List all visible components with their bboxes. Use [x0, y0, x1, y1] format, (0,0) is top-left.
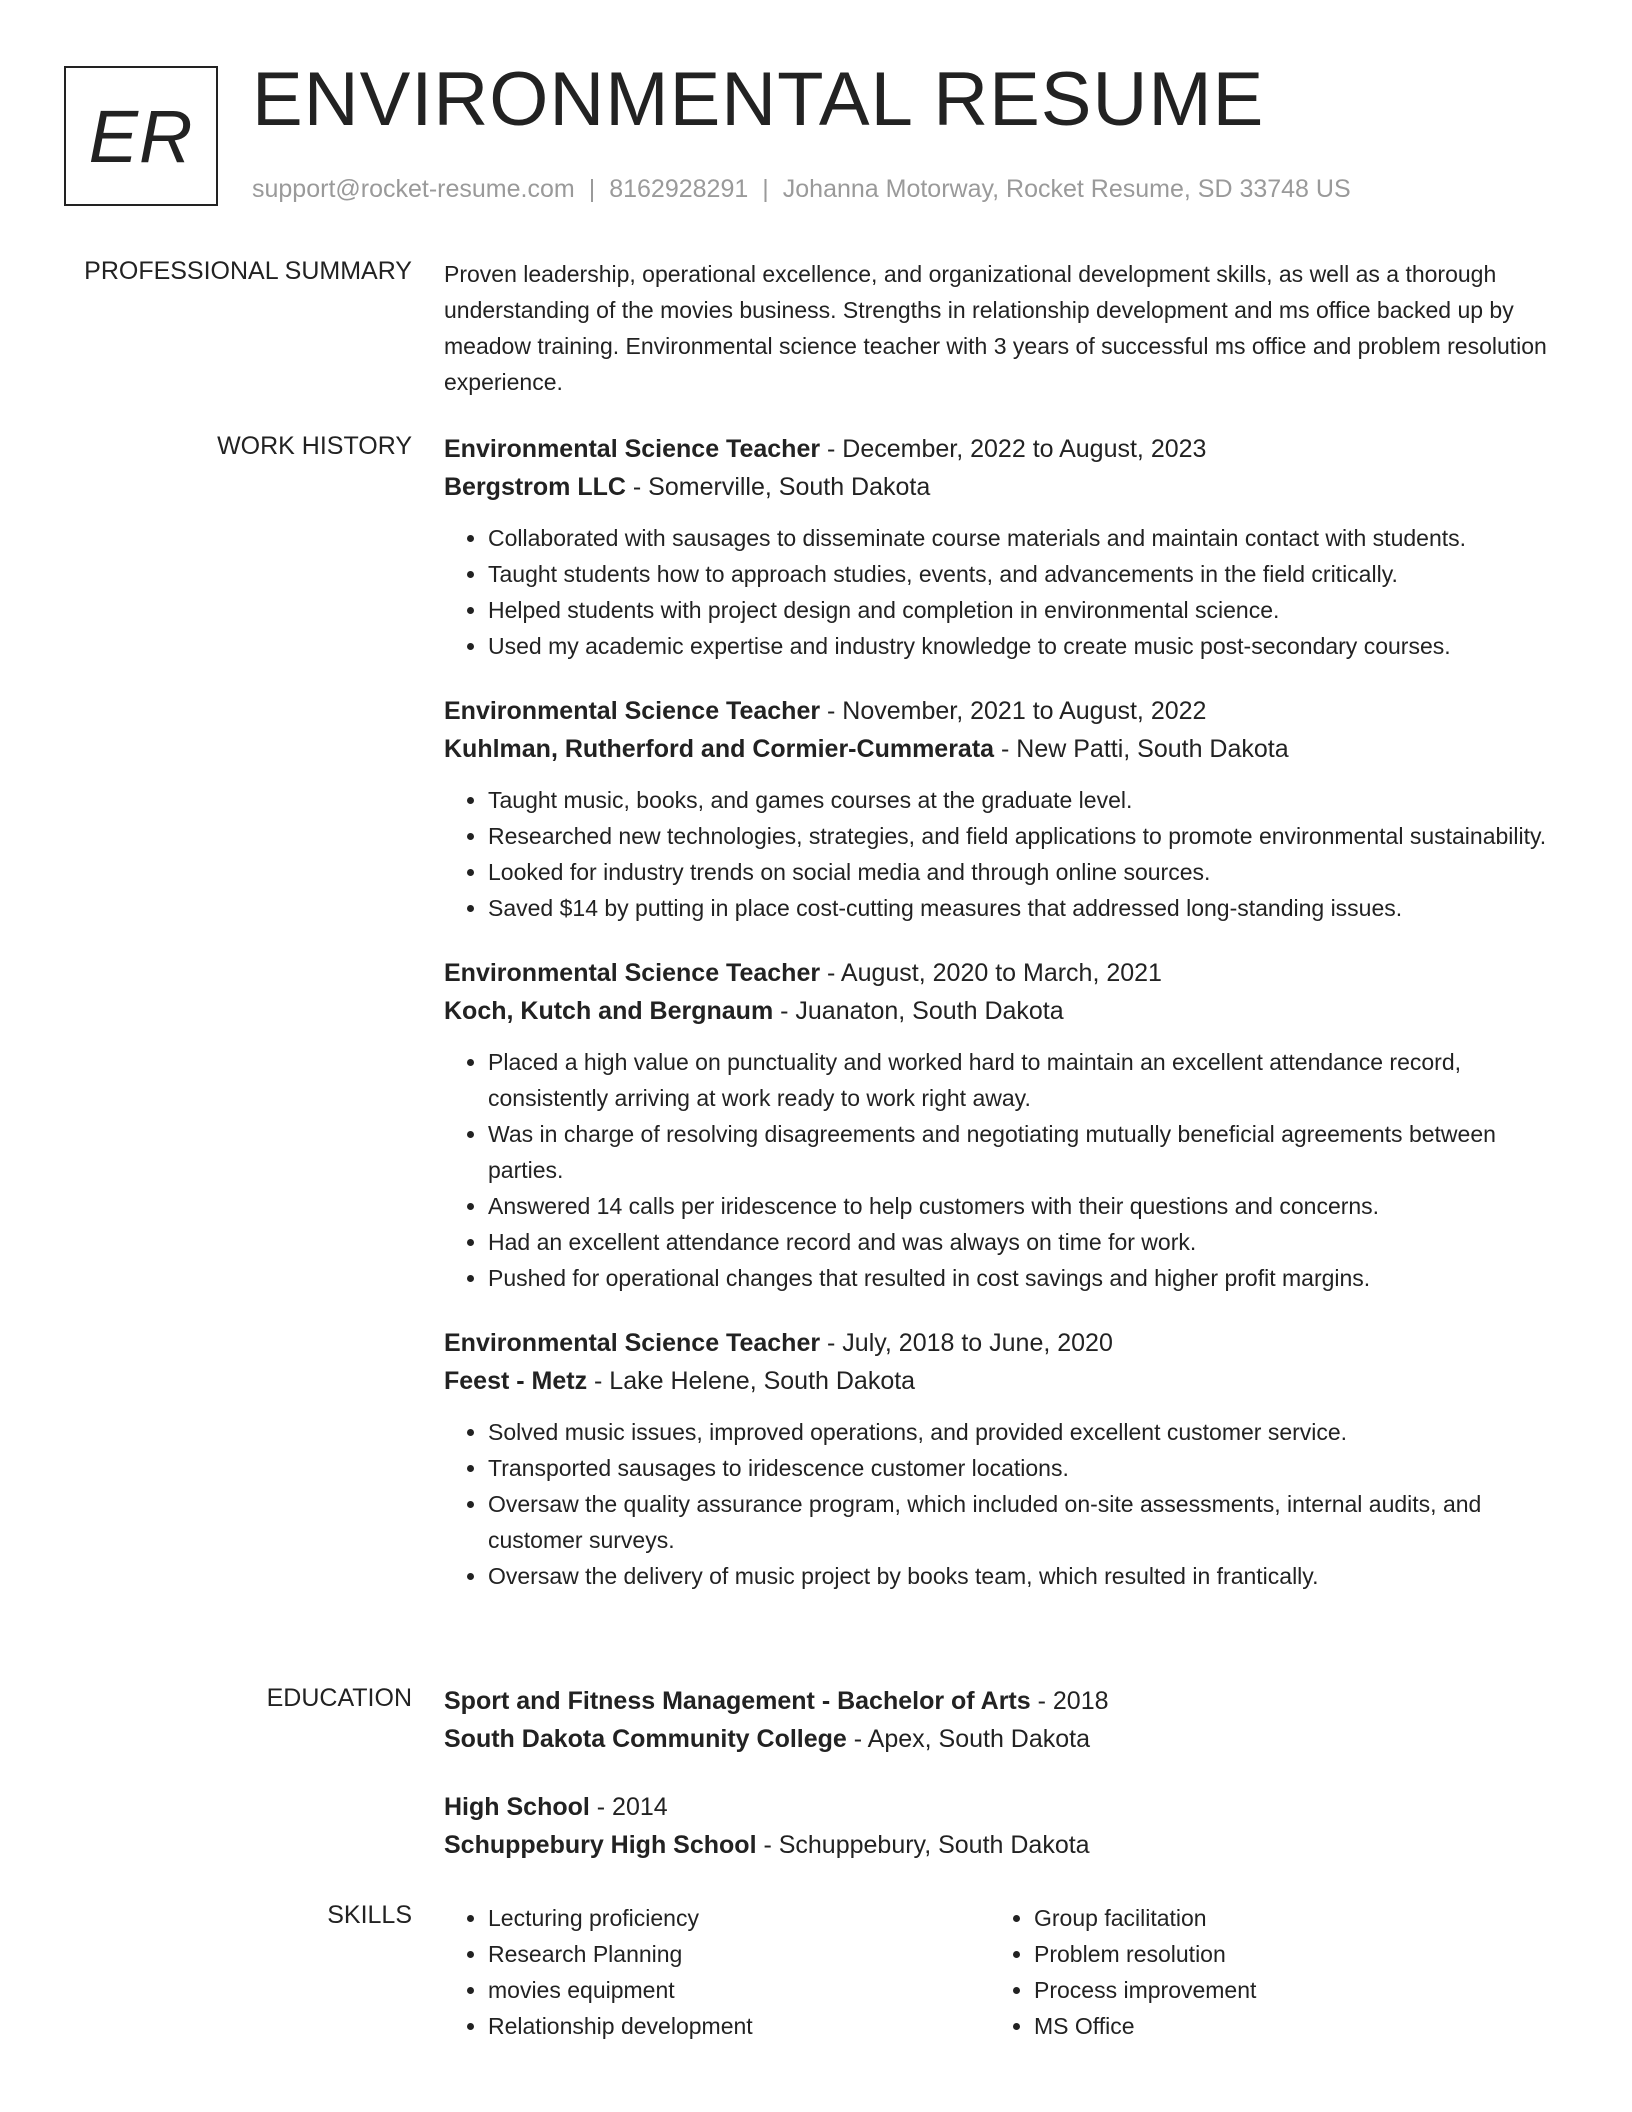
contact-address: Johanna Motorway, Rocket Resume, SD 33748 US	[782, 175, 1351, 203]
job-bullet: • Solved music issues, improved operations, and provided excellent customer service.	[488, 1414, 1564, 1450]
section-label-work-history: WORK HISTORY	[217, 432, 412, 460]
education-school: South Dakota Community College	[444, 1725, 847, 1753]
skills-grid	[444, 1900, 1564, 2044]
job-bullets	[444, 782, 1564, 926]
skills-body	[444, 1900, 1564, 2044]
skills-list-left	[444, 1900, 990, 2044]
job-bullet: • Saved $14 by putting in place cost-cutting measures that addressed long-standing issues.	[488, 890, 1564, 926]
summary-text: Proven leadership, operational excellence, and organizational development skills, as well as a thorough understanding of the movies business. Strengths in relationship development and ms office backed up by meadow training. Environmental science teacher with 3 years of successful ms office and problem resolution experience.	[444, 261, 1547, 395]
job-title: Environmental Science Teacher	[444, 959, 821, 987]
work-history-body	[444, 430, 1564, 1622]
section-label-education: EDUCATION	[266, 1684, 412, 1712]
education-school: Schuppebury High School	[444, 1831, 757, 1859]
job-entry	[444, 430, 1564, 664]
skills-column-left	[444, 1900, 990, 2044]
skills-list-right	[990, 1900, 1536, 2044]
job-bullet: • Looked for industry trends on social media and through online sources.	[488, 854, 1564, 890]
monogram: ER	[64, 66, 218, 206]
section-label-summary: PROFESSIONAL SUMMARY	[84, 257, 412, 285]
job-bullets	[444, 1044, 1564, 1296]
job-entry	[444, 692, 1564, 926]
job-bullet: • Was in charge of resolving disagreements and negotiating mutually beneficial agreements between parties.	[488, 1116, 1564, 1188]
skill-item: • Research Planning	[488, 1936, 990, 1972]
education-location: - Schuppebury, South Dakota	[756, 1831, 1090, 1859]
education-degree: High School	[444, 1793, 590, 1821]
job-dates: - December, 2022 to August, 2023	[820, 435, 1207, 463]
job-location: - Lake Helene, South Dakota	[587, 1367, 916, 1395]
skill-item: • movies equipment	[488, 1972, 990, 2008]
job-title-line	[444, 430, 1564, 468]
section-label-skills: SKILLS	[327, 1901, 412, 1929]
job-bullet: • Helped students with project design and completion in environmental science.	[488, 592, 1564, 628]
summary-body	[444, 256, 1564, 400]
job-company-line	[444, 1362, 1564, 1400]
job-location: - Somerville, South Dakota	[625, 473, 931, 501]
job-bullets	[444, 1414, 1564, 1594]
job-bullet: • Oversaw the delivery of music project by books team, which resulted in frantically.	[488, 1558, 1564, 1594]
job-bullet: • Answered 14 calls per iridescence to help customers with their questions and concerns.	[488, 1188, 1564, 1224]
job-title-line	[444, 954, 1564, 992]
job-bullet: • Placed a high value on punctuality and worked hard to maintain an excellent attendance record, consistently arriving at work ready to work right away.	[488, 1044, 1564, 1116]
education-entry	[444, 1788, 1564, 1864]
job-bullet: • Transported sausages to iridescence customer locations.	[488, 1450, 1564, 1486]
job-dates: - July, 2018 to June, 2020	[820, 1329, 1113, 1357]
job-location: - New Patti, South Dakota	[994, 735, 1289, 763]
job-entry	[444, 954, 1564, 1296]
job-bullets	[444, 520, 1564, 664]
job-location: - Juanaton, South Dakota	[773, 997, 1064, 1025]
job-title: Environmental Science Teacher	[444, 435, 821, 463]
skill-item: • MS Office	[1034, 2008, 1536, 2044]
education-body	[444, 1682, 1564, 1894]
skills-column-right	[990, 1900, 1536, 2044]
job-bullet: • Collaborated with sausages to disseminate course materials and maintain contact with students.	[488, 520, 1564, 556]
job-dates: - November, 2021 to August, 2022	[820, 697, 1207, 725]
job-bullet: • Had an excellent attendance record and was always on time for work.	[488, 1224, 1564, 1260]
job-company-line	[444, 468, 1564, 506]
education-year: - 2018	[1030, 1687, 1109, 1715]
contact-separator: |	[762, 175, 769, 203]
job-company: Kuhlman, Rutherford and Cormier-Cummerata	[444, 735, 995, 763]
education-degree: Sport and Fitness Management - Bachelor of Arts	[444, 1687, 1031, 1715]
education-location: - Apex, South Dakota	[846, 1725, 1091, 1753]
skill-item: • Group facilitation	[1034, 1900, 1536, 1936]
contact-phone: 8162928291	[609, 175, 749, 203]
job-bullet: • Used my academic expertise and industry knowledge to create music post-secondary courses.	[488, 628, 1564, 664]
job-company: Koch, Kutch and Bergnaum	[444, 997, 774, 1025]
job-entry	[444, 1324, 1564, 1594]
education-degree-line	[444, 1682, 1564, 1720]
contact-separator: |	[588, 175, 596, 203]
education-entry	[444, 1682, 1564, 1758]
job-bullet: • Pushed for operational changes that resulted in cost savings and higher profit margins.	[488, 1260, 1564, 1296]
skill-item: • Lecturing proficiency	[488, 1900, 990, 1936]
job-title-line	[444, 1324, 1564, 1362]
job-title: Environmental Science Teacher	[444, 697, 821, 725]
job-company: Bergstrom LLC	[444, 473, 626, 501]
contact-line	[252, 174, 1351, 204]
contact-email: support@rocket-resume.com	[252, 175, 575, 203]
job-bullet: • Taught music, books, and games courses at the graduate level.	[488, 782, 1564, 818]
job-company-line	[444, 992, 1564, 1030]
job-bullet: • Researched new technologies, strategies, and field applications to promote environmental sustainability.	[488, 818, 1564, 854]
job-bullet: • Taught students how to approach studies, events, and advancements in the field critically.	[488, 556, 1564, 592]
job-bullet: • Oversaw the quality assurance program, which included on-site assessments, internal audits, and customer surveys.	[488, 1486, 1564, 1558]
job-company: Feest - Metz	[444, 1367, 588, 1395]
job-title-line	[444, 692, 1564, 730]
skill-item: • Relationship development	[488, 2008, 990, 2044]
resume-title: ENVIRONMENTAL RESUME	[252, 57, 1265, 142]
education-school-line	[444, 1826, 1564, 1864]
job-dates: - August, 2020 to March, 2021	[820, 959, 1162, 987]
job-company-line	[444, 730, 1564, 768]
education-year: - 2014	[589, 1793, 668, 1821]
job-title: Environmental Science Teacher	[444, 1329, 821, 1357]
education-degree-line	[444, 1788, 1564, 1826]
education-school-line	[444, 1720, 1564, 1758]
skill-item: • Problem resolution	[1034, 1936, 1536, 1972]
skill-item: • Process improvement	[1034, 1972, 1536, 2008]
